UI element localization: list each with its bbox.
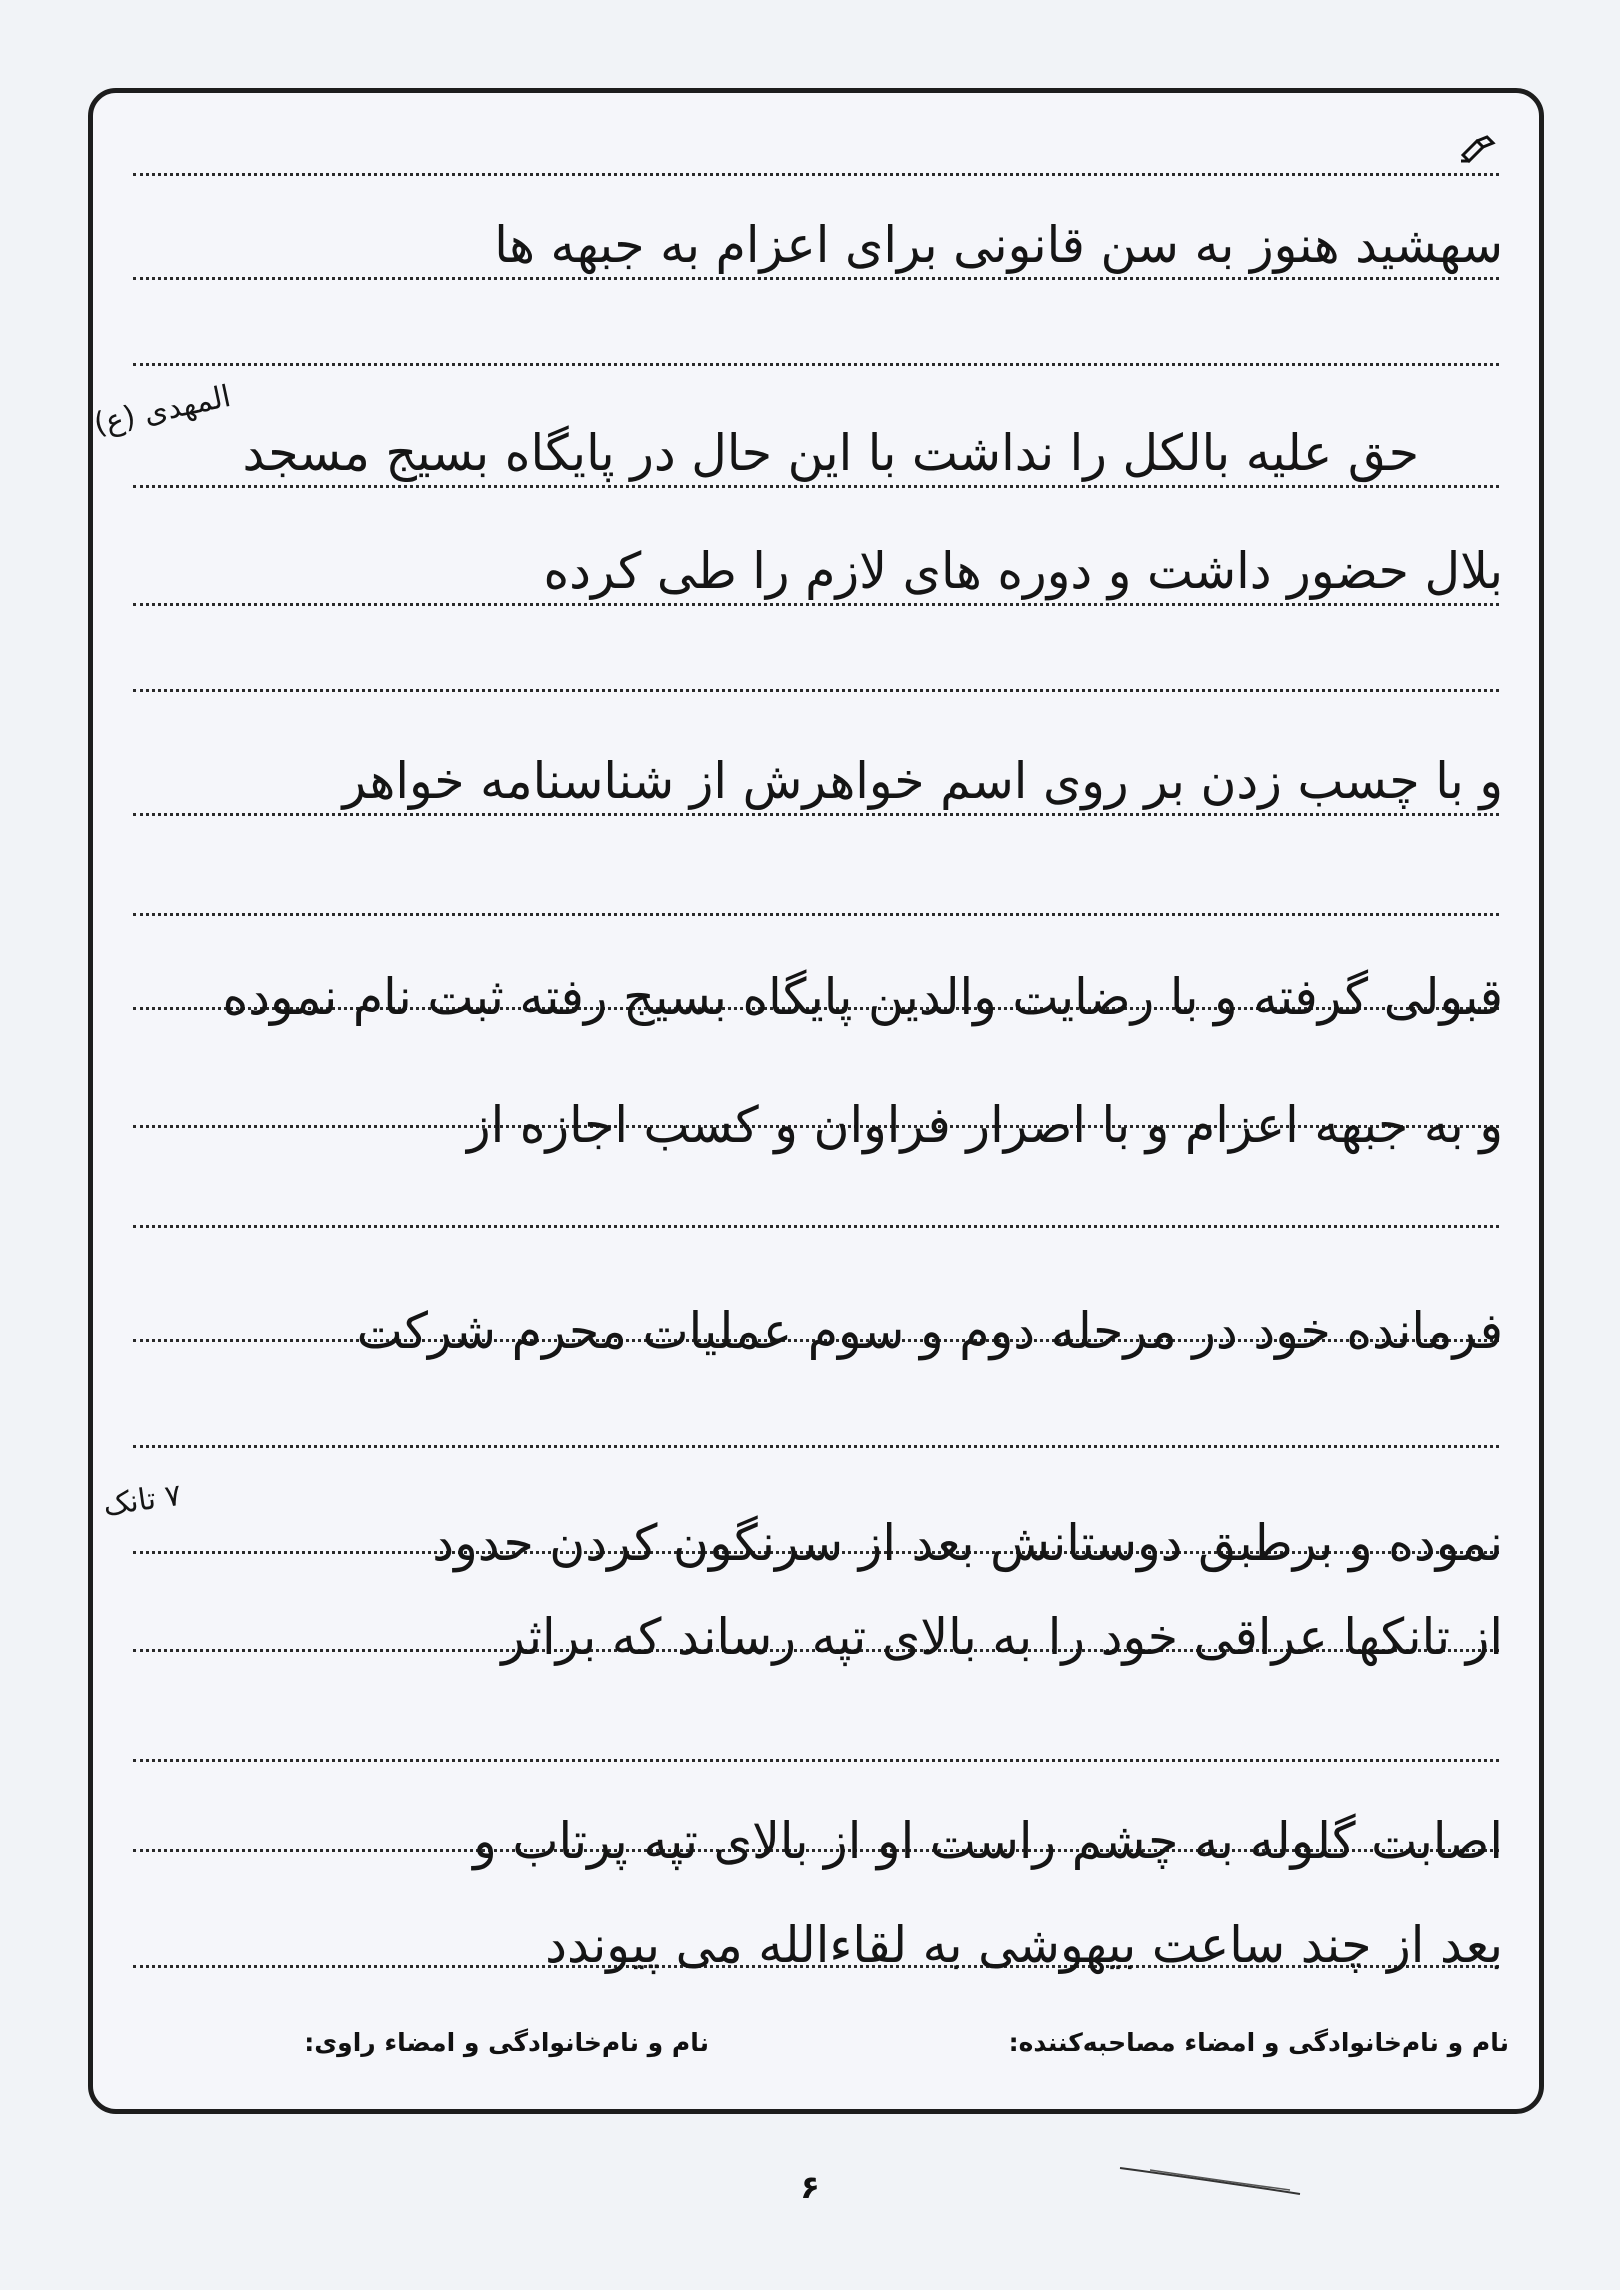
signature-row	[93, 2028, 1539, 2072]
handwritten-line: سهشید هنوز به سن قانونی برای اعزام به جبهه ها	[494, 216, 1503, 274]
ruled-line	[133, 689, 1499, 692]
handwritten-line: قبولی گرفته و با رضایت والدین پایگاه بسیج رفته ثبت نام نموده	[222, 968, 1503, 1026]
margin-note: ۷ تانک	[100, 1477, 184, 1524]
pen-scratch-mark	[1110, 2160, 1310, 2200]
handwritten-line: و به جبهه اعزام و با اصرار فراوان و کسب اجازه از	[466, 1096, 1503, 1154]
handwritten-line: فرمانده خود در مرحله دوم و سوم عملیات محرم شرکت	[356, 1302, 1503, 1360]
ruled-line	[133, 363, 1499, 366]
handwritten-line: نموده و برطبق دوستانش بعد از سرنگون کردن حدود	[432, 1514, 1503, 1572]
narrator-signature-label: نام و نام‌خانوادگی و امضاء راوی:	[304, 2028, 709, 2057]
ruled-line	[133, 173, 1499, 176]
pen-icon	[1459, 133, 1499, 163]
ruled-line	[133, 1445, 1499, 1448]
handwritten-line: بلال حضور داشت و دوره های لازم را طی کرده	[543, 542, 1503, 600]
handwritten-line: بعد از چند ساعت بیهوشی به لقاءالله می پیوندد	[545, 1916, 1503, 1974]
handwritten-line: اصابت گلوله به چشم راست او از بالای تپه پرتاب و	[473, 1812, 1503, 1870]
handwritten-line: از تانکها عراقی خود را به بالای تپه رساند که براثر	[501, 1608, 1503, 1666]
ruled-line	[133, 813, 1499, 816]
ruled-line	[133, 277, 1499, 280]
ruled-line	[133, 913, 1499, 916]
form-frame	[88, 88, 1544, 2114]
margin-note: المهدی (ع)	[90, 378, 234, 443]
ruled-line	[133, 1225, 1499, 1228]
handwritten-line: و با چسب زدن بر روی اسم خواهرش از شناسنامه خواهر	[342, 752, 1503, 810]
ruled-line	[133, 485, 1499, 488]
ruled-line	[133, 603, 1499, 606]
page-number: ۶	[800, 2168, 820, 2206]
ruled-line	[133, 1759, 1499, 1762]
interviewer-signature-label: نام و نام‌خانوادگی و امضاء مصاحبه‌کننده:	[1008, 2028, 1509, 2057]
handwritten-line: حق علیه بالکل را نداشت با این حال در پایگاه بسیج مسجد	[242, 424, 1419, 482]
